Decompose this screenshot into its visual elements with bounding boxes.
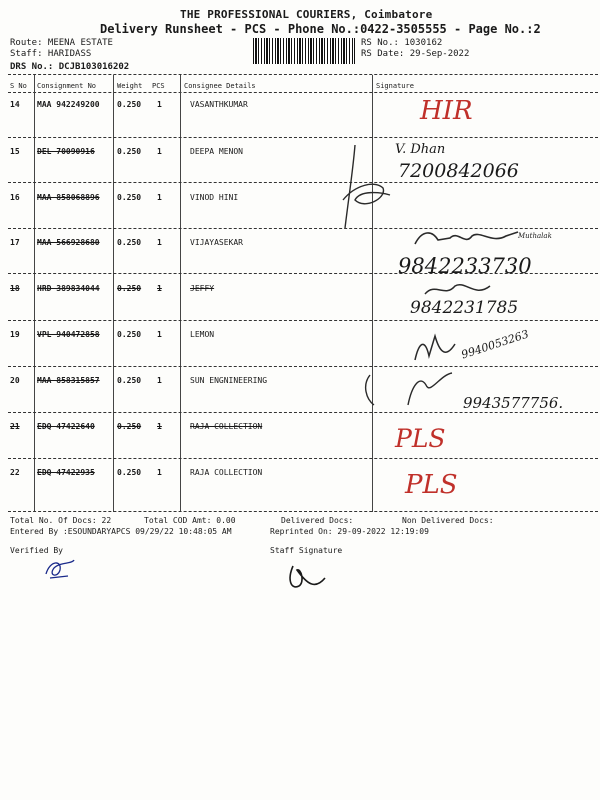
handwritten-note: Muthalak bbox=[518, 232, 552, 240]
row-weight: 0.250 bbox=[117, 193, 142, 202]
row-consignment: DEL 70090916 bbox=[37, 147, 95, 156]
row-weight: 0.250 bbox=[117, 330, 142, 339]
signature-scribble bbox=[285, 560, 335, 592]
total-cod: Total COD Amt: 0.00 bbox=[144, 516, 236, 525]
row-sno: 21 bbox=[10, 422, 20, 431]
row-consignment: MAA 858068896 bbox=[37, 193, 100, 202]
col-header-pcs: PCS bbox=[152, 82, 165, 90]
handwritten-signature: 9940053263 bbox=[459, 327, 531, 362]
row-weight: 0.250 bbox=[117, 422, 142, 431]
handwritten-signature: V. Dhan bbox=[395, 142, 446, 157]
signature-scribble bbox=[410, 226, 520, 252]
row-divider bbox=[8, 182, 598, 183]
staff-signature-label: Staff Signature bbox=[270, 546, 343, 555]
row-sno: 22 bbox=[10, 468, 20, 477]
row-pcs: 1 bbox=[157, 422, 162, 431]
row-consignee: RAJA COLLECTION bbox=[190, 468, 263, 477]
row-consignment: MAA 858315857 bbox=[37, 376, 100, 385]
signature-scribble bbox=[405, 330, 465, 370]
row-weight: 0.250 bbox=[117, 468, 142, 477]
handwritten-signature: PLS bbox=[405, 470, 458, 500]
row-sno: 19 bbox=[10, 330, 20, 339]
non-delivered-docs: Non Delivered Docs: bbox=[402, 516, 494, 525]
row-divider bbox=[8, 458, 598, 459]
row-weight: 0.250 bbox=[117, 284, 142, 293]
row-pcs: 1 bbox=[157, 468, 162, 477]
staff: Staff: HARIDASS bbox=[10, 49, 92, 59]
row-consignment: HRD 389834044 bbox=[37, 284, 100, 293]
runsheet-title: Delivery Runsheet - PCS - Phone No.:0422-3505555 - Page No.:2 bbox=[100, 22, 541, 36]
row-consignee: RAJA COLLECTION bbox=[190, 422, 263, 431]
row-consignee: VASANTHKUMAR bbox=[190, 100, 248, 109]
route: Route: MEENA ESTATE bbox=[10, 38, 113, 48]
entered-by: Entered By :ESOUNDARYAPCS 09/29/22 10:48:05 AM bbox=[10, 527, 232, 536]
row-pcs: 1 bbox=[157, 330, 162, 339]
handwritten-signature: 9943577756. bbox=[463, 394, 564, 412]
row-divider bbox=[8, 511, 598, 512]
total-docs: Total No. Of Docs: 22 bbox=[10, 516, 112, 525]
row-divider bbox=[8, 366, 598, 367]
row-consignee: DEEPA MENON bbox=[190, 147, 243, 156]
row-consignee: JEFFY bbox=[190, 284, 215, 293]
signature-scribble bbox=[360, 365, 460, 410]
rs-date: RS Date: 29-Sep-2022 bbox=[361, 49, 470, 59]
row-sno: 17 bbox=[10, 238, 20, 247]
verified-by-label: Verified By bbox=[10, 546, 63, 555]
handwritten-signature: PLS bbox=[395, 424, 446, 453]
row-consignee: VINOD HINI bbox=[190, 193, 239, 202]
row-consignee: SUN ENGNINEERING bbox=[190, 376, 268, 385]
row-weight: 0.250 bbox=[117, 238, 142, 247]
row-sno: 15 bbox=[10, 147, 20, 156]
row-pcs: 1 bbox=[157, 238, 162, 247]
row-divider bbox=[8, 137, 598, 138]
row-consignment: VPL 940472858 bbox=[37, 330, 100, 339]
reprinted-on: Reprinted On: 29-09-2022 12:19:09 bbox=[270, 527, 429, 536]
row-sno: 14 bbox=[10, 100, 20, 109]
column-divider bbox=[113, 75, 114, 512]
row-consignment: EDQ 47422935 bbox=[37, 468, 95, 477]
drs-number: DRS No.: DCJB103016202 bbox=[10, 62, 130, 72]
row-consignment: EDQ 47422640 bbox=[37, 422, 95, 431]
signature-scribble bbox=[335, 140, 395, 235]
row-pcs: 1 bbox=[157, 100, 162, 109]
col-header-signature: Signature bbox=[376, 82, 414, 90]
row-pcs: 1 bbox=[157, 284, 162, 293]
row-weight: 0.250 bbox=[117, 100, 142, 109]
row-pcs: 1 bbox=[157, 147, 162, 156]
row-sno: 18 bbox=[10, 284, 20, 293]
row-weight: 0.250 bbox=[117, 376, 142, 385]
handwritten-signature: 9842231785 bbox=[410, 298, 519, 318]
company-title: THE PROFESSIONAL COURIERS, Coimbatore bbox=[180, 8, 433, 21]
signature-scribble bbox=[40, 556, 80, 582]
row-divider bbox=[8, 412, 598, 413]
row-sno: 20 bbox=[10, 376, 20, 385]
col-header-consignment: Consignment No bbox=[37, 82, 97, 90]
col-header-consignee: Consignee Details bbox=[184, 82, 256, 90]
handwritten-signature: 7200842066 bbox=[398, 160, 519, 182]
row-consignment: MAA 942249200 bbox=[37, 100, 100, 109]
delivered-docs: Delivered Docs: bbox=[281, 516, 354, 525]
column-divider bbox=[34, 75, 35, 512]
row-divider bbox=[8, 320, 598, 321]
row-pcs: 1 bbox=[157, 376, 162, 385]
handwritten-signature: 9842233730 bbox=[398, 254, 532, 278]
column-divider bbox=[180, 75, 181, 512]
row-pcs: 1 bbox=[157, 193, 162, 202]
divider bbox=[8, 74, 598, 75]
col-header-sno: S No bbox=[10, 82, 27, 90]
row-consignee: LEMON bbox=[190, 330, 215, 339]
row-sno: 16 bbox=[10, 193, 20, 202]
barcode bbox=[253, 38, 355, 64]
divider bbox=[8, 92, 598, 93]
row-weight: 0.250 bbox=[117, 147, 142, 156]
col-header-weight: Weight bbox=[117, 82, 143, 90]
handwritten-signature: HIR bbox=[420, 96, 473, 126]
row-consignment: MAA 566928680 bbox=[37, 238, 100, 247]
row-consignee: VIJAYASEKAR bbox=[190, 238, 243, 247]
rs-number: RS No.: 1030162 bbox=[361, 38, 443, 48]
